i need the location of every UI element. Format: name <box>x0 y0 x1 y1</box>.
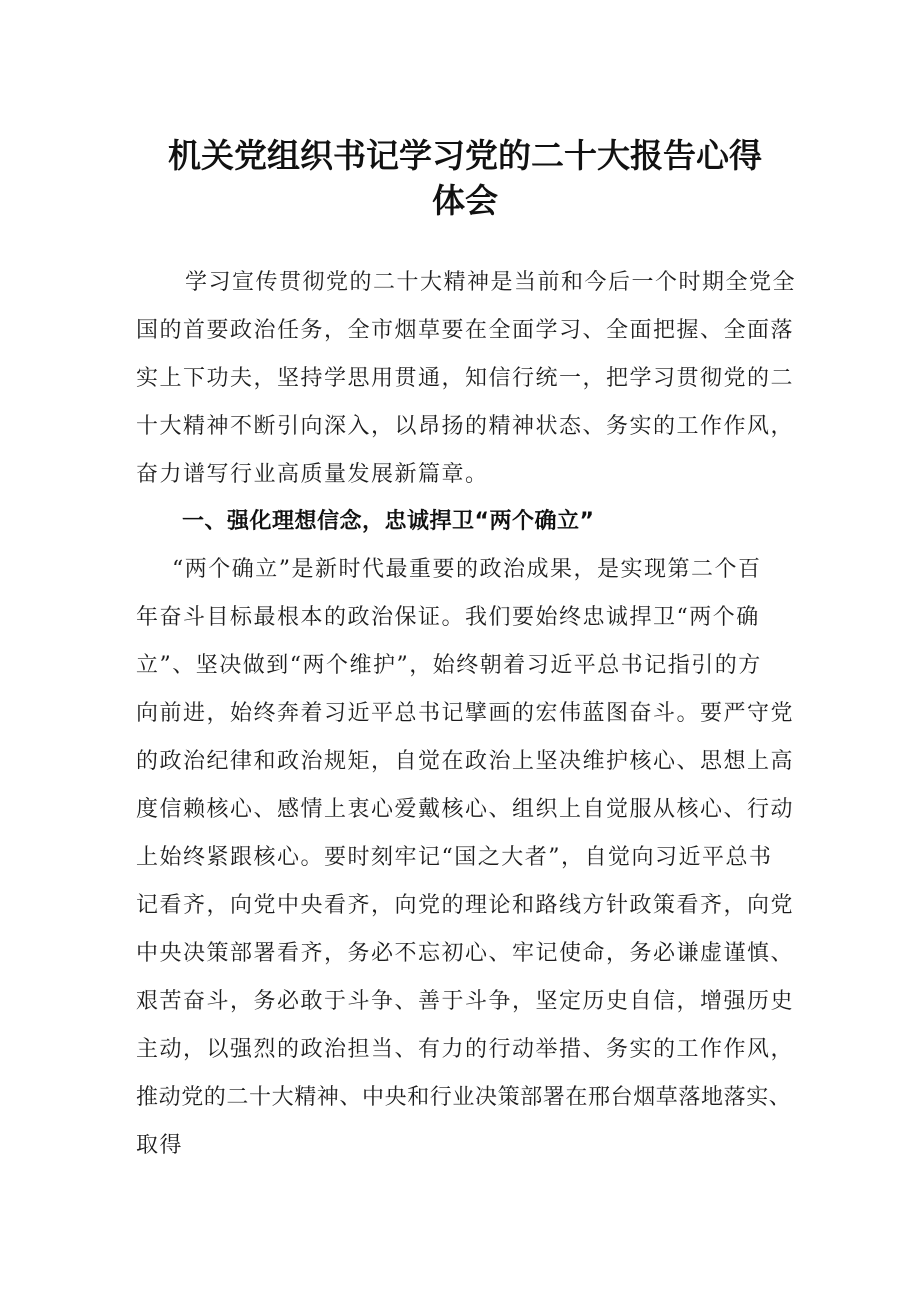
intro-line: 实上下功夫，坚持学思用贯通，知信行统一，把学习贯彻党的二 <box>136 366 795 391</box>
intro-line: 国的首要政治任务，全市烟草要在全面学习、全面把握、全面落 <box>136 318 795 343</box>
body-line: 记看齐，向党中央看齐，向党的理论和路线方针政策看齐，向党 <box>136 893 795 918</box>
body-line: “两个确立”是新时代最重要的政治成果，是实现第二个百 <box>172 557 762 582</box>
body-line: 取得 <box>136 1133 184 1158</box>
section-heading: 一、强化理想信念，忠诚捍卫“两个确立” <box>182 509 595 534</box>
body-line: 主动，以强烈的政治担当、有力的行动举措、务实的工作作风， <box>136 1037 795 1062</box>
body-line: 年奋斗目标最根本的政治保证。我们要始终忠诚捍卫“两个确 <box>136 605 760 630</box>
body-line: 上始终紧跟核心。要时刻牢记“国之大者”，自觉向习近平总书 <box>136 845 773 870</box>
intro-line: 奋力谱写行业高质量发展新篇章。 <box>136 462 489 487</box>
body-line: 艰苦奋斗，务必敢于斗争、善于斗争，坚定历史自信，增强历史 <box>136 989 795 1014</box>
body-line: 的政治纪律和政治规矩，自觉在政治上坚决维护核心、思想上高 <box>136 749 795 774</box>
body-line: 立”、坚决做到“两个维护”，始终朝着习近平总书记指引的方 <box>136 653 762 678</box>
body-line: 度信赖核心、感情上衷心爱戴核心、组织上自觉服从核心、行动 <box>136 797 795 822</box>
document-title-line-1: 机关党组织书记学习党的二十大报告心得 <box>168 136 762 175</box>
body-line: 向前进，始终奔着习近平总书记擘画的宏伟蓝图奋斗。要严守党 <box>136 701 795 726</box>
document-title-line-2: 体会 <box>432 181 498 220</box>
intro-line: 十大精神不断引向深入，以昂扬的精神状态、务实的工作作风， <box>136 414 795 439</box>
body-line: 中央决策部署看齐，务必不忘初心、牢记使命，务必谦虚谨慎、 <box>136 941 795 966</box>
body-line: 推动党的二十大精神、中央和行业决策部署在邢台烟草落地落实、 <box>136 1085 792 1110</box>
intro-line: 学习宣传贯彻党的二十大精神是当前和今后一个时期全党全 <box>185 270 797 295</box>
